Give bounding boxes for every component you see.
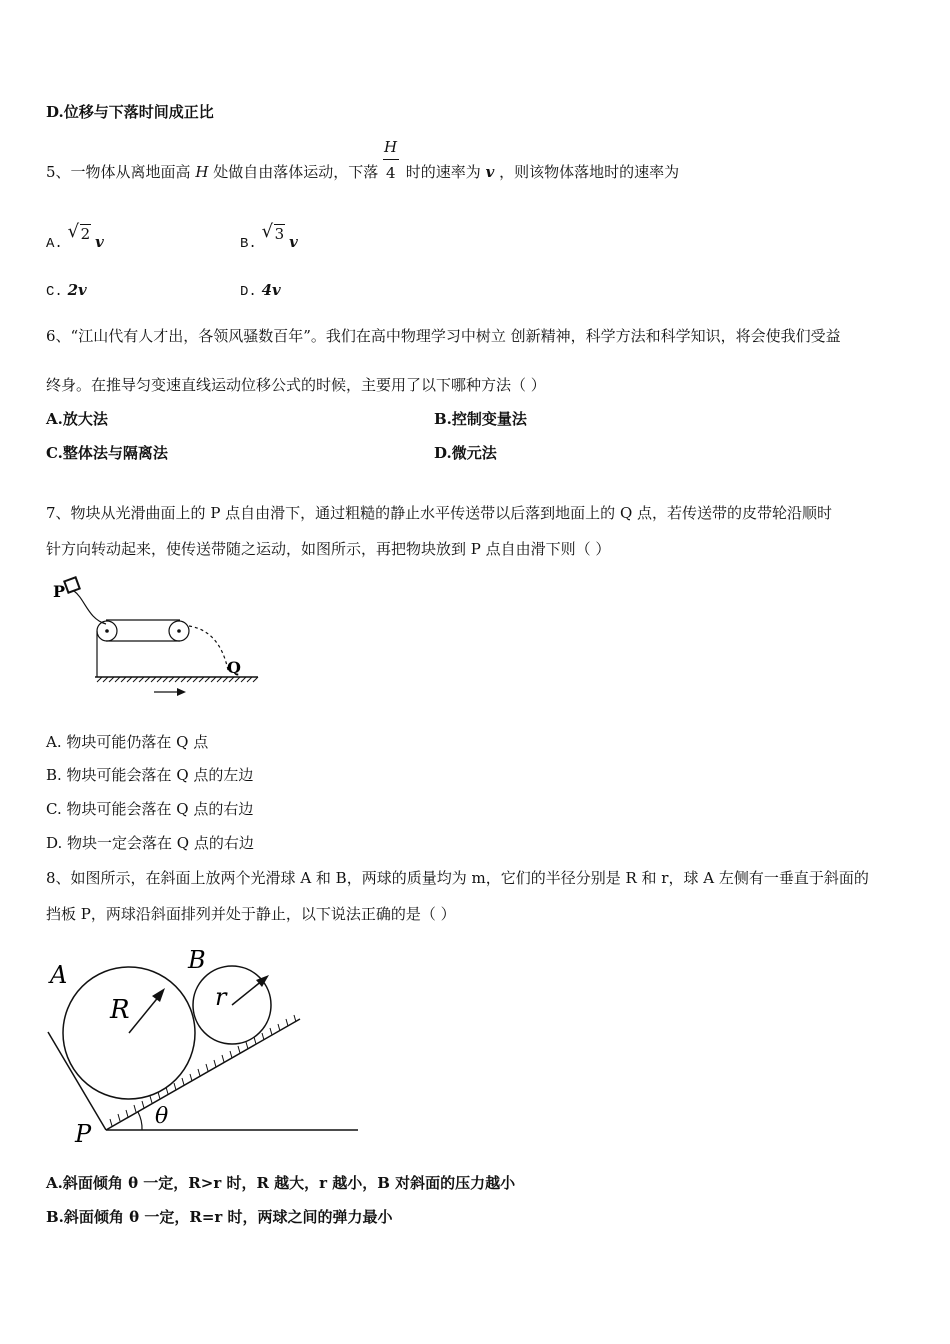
radius-arrow-r-large (129, 995, 160, 1033)
q6-stem-line-1: 6、“江山代有人才出，各领风骚数百年”。我们在高中物理学习中树立 创新精神，科学方法和科学知识，将会使我们受益 (46, 327, 841, 345)
q5-var-v: v (485, 163, 495, 181)
q5-option-c-label: C. (46, 284, 63, 300)
q6-stem-line-2: 终身。在推导匀变速直线运动位移公式的时候，主要用了以下哪种方法（ ） (46, 376, 546, 394)
q5-option-a-radicand: 2 (80, 225, 91, 243)
q8-option-b: B.斜面倾角 θ 一定，R=r 时，两球之间的弹力最小 (46, 1208, 393, 1226)
incline-balls-figure (40, 940, 370, 1150)
figure-label-p: P (53, 582, 66, 601)
block-icon (64, 577, 79, 592)
q8-stem-line-1: 8、如图所示，在斜面上放两个光滑球 A 和 B，两球的质量均为 m，它们的半径分别是 R 和 r，球 A 左侧有一垂直于斜面的 (46, 869, 869, 887)
q5-option-d-label: D. (240, 284, 257, 300)
sqrt-symbol: √ 3 (261, 221, 285, 243)
q5-option-b-radicand: 3 (274, 225, 285, 243)
fraction-bar (383, 159, 399, 160)
q5-option-b-v: v (289, 233, 298, 251)
figure-label-r-large: R (110, 995, 130, 1025)
q5-stem (46, 138, 680, 183)
figure-label-p: P (75, 1120, 92, 1148)
sqrt-symbol: √ 2 (67, 221, 91, 243)
q5-fraction-numerator: H (384, 138, 398, 156)
q6-option-c: C.整体法与隔离法 (46, 444, 168, 462)
figure-label-theta: θ (155, 1104, 169, 1129)
figure-label-r-small: r (215, 983, 227, 1011)
radius-arrow-r-small (232, 980, 263, 1005)
q8-stem-line-2: 挡板 P，两球沿斜面排列并处于静止，以下说法正确的是（ ） (46, 905, 456, 923)
q5-option-d-value: 4v (261, 281, 281, 299)
q5-fraction (383, 138, 401, 183)
arrow-head-icon (152, 988, 165, 1002)
q7-stem-line-1: 7、物块从光滑曲面上的 P 点自由滑下，通过粗糙的静止水平传送带以后落到地面上的 Q 点，若传送带的皮带轮沿顺时 (46, 504, 833, 522)
incline-surface (106, 1019, 300, 1130)
q5-stem-part-a: 5、一物体从离地面高 (46, 163, 191, 181)
q7-option-b: B. 物块可能会落在 Q 点的左边 (46, 766, 254, 784)
q7-option-d: D. 物块一定会落在 Q 点的右边 (46, 834, 254, 852)
q5-option-c-value: 2v (67, 281, 87, 299)
q5-var-h: H (195, 163, 209, 181)
angle-arc (138, 1112, 142, 1130)
q5-stem-part-c: 时的速率为 (405, 163, 481, 181)
q6-option-b: B.控制变量法 (434, 410, 527, 428)
q5-option-b-label: B. (240, 236, 257, 252)
q7-stem-line-2: 针方向转动起来，使传送带随之运动，如图所示，再把物块放到 P 点自由滑下则（ ） (46, 540, 611, 558)
q5-option-d (240, 280, 281, 302)
conveyor-belt-figure (50, 574, 265, 704)
arrow-right-icon (177, 688, 186, 696)
q7-option-c: C. 物块可能会落在 Q 点的右边 (46, 800, 254, 818)
q8-option-a: A.斜面倾角 θ 一定，R>r 时，R 越大，r 越小，B 对斜面的压力越小 (46, 1174, 516, 1192)
q5-option-a-v: v (95, 233, 104, 251)
q5-stem-part-d: ，则该物体落地时的速率为 (499, 163, 680, 181)
q5-option-a (46, 221, 104, 254)
curved-ramp (74, 591, 106, 624)
q5-stem-part-b: 处做自由落体运动，下落 (213, 163, 379, 181)
q6-option-a: A.放大法 (46, 410, 108, 428)
trajectory-dashed (189, 626, 228, 670)
figure-label-b: B (188, 946, 206, 974)
q5-fraction-denominator: 4 (386, 164, 396, 182)
q7-option-a: A. 物块可能仍落在 Q 点 (46, 733, 209, 751)
q4-option-d: D.位移与下落时间成正比 (46, 103, 214, 121)
pulley-axle (105, 629, 109, 633)
figure-label-q: Q (227, 658, 241, 677)
q5-option-c (46, 280, 87, 302)
pulley-axle (177, 629, 181, 633)
q6-option-d: D.微元法 (434, 444, 497, 462)
q5-option-a-label: A. (46, 236, 63, 252)
baffle-p (48, 1032, 106, 1130)
figure-label-a: A (50, 961, 68, 989)
q5-option-b (240, 221, 298, 254)
